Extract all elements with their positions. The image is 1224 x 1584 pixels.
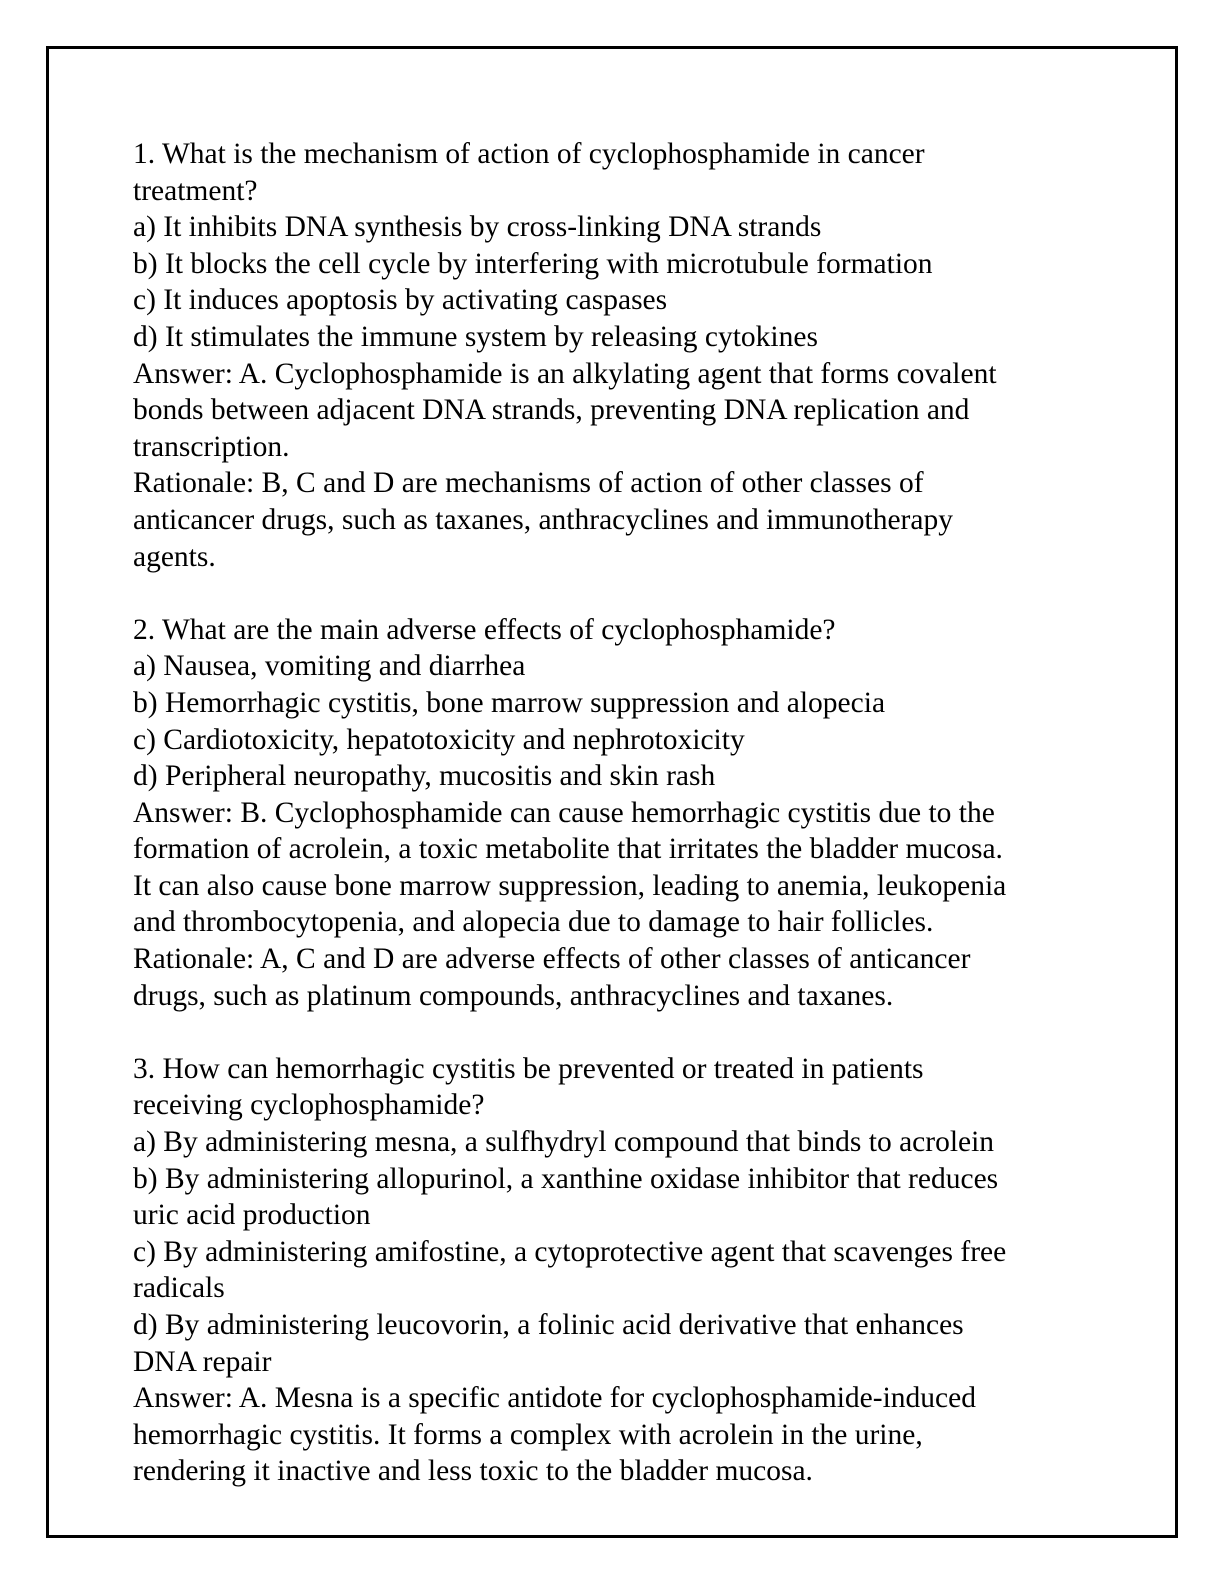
question-3 [133, 1051, 1133, 1490]
document-body [133, 136, 1133, 1490]
question-2-answer-line-2: formation of acrolein, a toxic metabolite that irritates the bladder mucosa. [133, 833, 1003, 866]
question-1-stem-line-2: treatment? [133, 174, 258, 207]
question-2-stem: 2. What are the main adverse effects of cyclophosphamide? [133, 613, 836, 646]
question-3-option-c-line-1: c) By administering amifostine, a cytoprotective agent that scavenges free [133, 1235, 1007, 1268]
question-2-option-c: c) Cardiotoxicity, hepatotoxicity and nephrotoxicity [133, 723, 745, 756]
question-1-answer-line-3: transcription. [133, 430, 290, 463]
question-1-answer-line-2: bonds between adjacent DNA strands, preventing DNA replication and [133, 394, 970, 427]
question-3-stem-line-1: 3. How can hemorrhagic cystitis be prevented or treated in patients [133, 1052, 924, 1085]
question-1-answer-line-1: Answer: A. Cyclophosphamide is an alkylating agent that forms covalent [133, 357, 997, 390]
question-2-rationale-line-2: drugs, such as platinum compounds, anthracyclines and taxanes. [133, 979, 894, 1012]
question-2 [133, 612, 1133, 1015]
question-2-option-b: b) Hemorrhagic cystitis, bone marrow suppression and alopecia [133, 686, 886, 719]
question-3-answer-line-3: rendering it inactive and less toxic to the bladder mucosa. [133, 1455, 813, 1488]
question-3-answer-line-2: hemorrhagic cystitis. It forms a complex with acrolein in the urine, [133, 1418, 923, 1451]
question-2-answer-line-3: It can also cause bone marrow suppression, leading to anemia, leukopenia [133, 869, 1007, 902]
question-1-option-c: c) It induces apoptosis by activating caspases [133, 284, 668, 317]
question-3-option-a: a) By administering mesna, a sulfhydryl compound that binds to acrolein [133, 1126, 995, 1159]
question-1-option-b: b) It blocks the cell cycle by interfering with microtubule formation [133, 247, 933, 280]
question-2-option-a: a) Nausea, vomiting and diarrhea [133, 650, 526, 683]
question-1 [133, 136, 1133, 575]
question-2-answer-line-4: and thrombocytopenia, and alopecia due to damage to hair follicles. [133, 906, 934, 939]
question-3-option-d-line-2: DNA repair [133, 1345, 272, 1378]
question-3-option-d-line-1: d) By administering leucovorin, a folinic acid derivative that enhances [133, 1309, 964, 1341]
question-3-option-b-line-2: uric acid production [133, 1199, 371, 1232]
question-2-option-d: d) Peripheral neuropathy, mucositis and skin rash [133, 760, 716, 793]
question-1-rationale-line-3: agents. [133, 540, 216, 573]
question-3-stem-line-2: receiving cyclophosphamide? [133, 1089, 485, 1122]
question-3-option-c-line-2: radicals [133, 1272, 225, 1305]
question-1-rationale-line-1: Rationale: B, C and D are mechanisms of action of other classes of [133, 467, 924, 500]
question-3-option-b-line-1: b) By administering allopurinol, a xanthine oxidase inhibitor that reduces [133, 1162, 999, 1195]
question-1-rationale-line-2: anticancer drugs, such as taxanes, anthracyclines and immunotherapy [133, 503, 953, 536]
question-1-option-d: d) It stimulates the immune system by releasing cytokines [133, 320, 818, 353]
question-2-rationale-line-1: Rationale: A, C and D are adverse effects of other classes of anticancer [133, 943, 971, 976]
question-3-answer-line-1: Answer: A. Mesna is a specific antidote for cyclophosphamide-induced [133, 1382, 976, 1415]
question-2-answer-line-1: Answer: B. Cyclophosphamide can cause hemorrhagic cystitis due to the [133, 796, 995, 829]
question-1-option-a: a) It inhibits DNA synthesis by cross-linking DNA strands [133, 211, 822, 244]
question-1-stem-line-1: 1. What is the mechanism of action of cyclophosphamide in cancer [133, 138, 925, 170]
